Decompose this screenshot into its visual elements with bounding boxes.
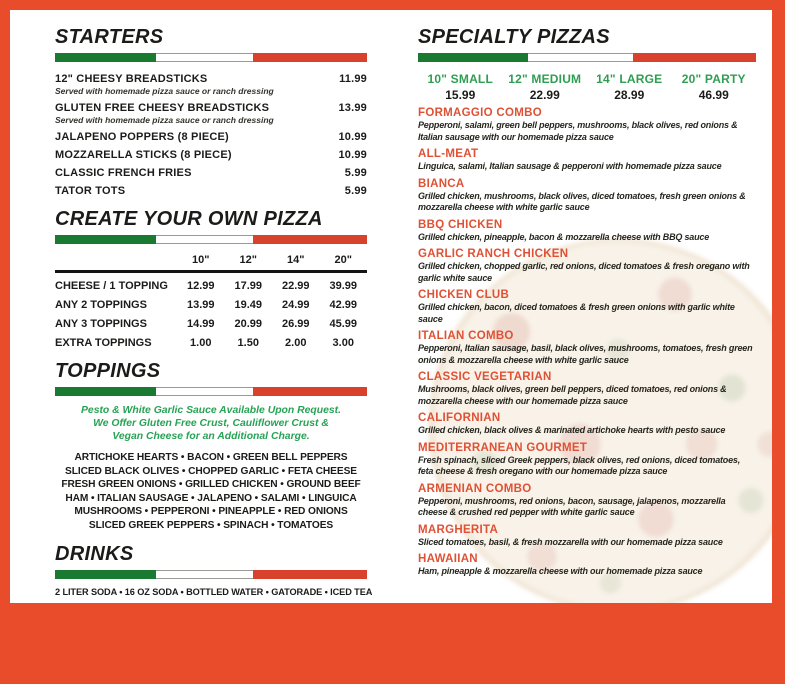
cyo-price-cell: 42.99 (329, 299, 358, 311)
cyo-table-row (55, 318, 367, 330)
flag-white-segment (156, 235, 253, 244)
cyo-price-cell: 19.49 (234, 299, 263, 311)
flag-green-segment (418, 53, 528, 62)
specialty-sizes-row (418, 72, 756, 102)
specialty-pizza-name: CALIFORNIAN (418, 412, 501, 424)
specialty-pizza-description: Grilled chicken, chopped garlic, red onions, diced tomatoes & fresh oregano with garlic white sauce (418, 261, 750, 283)
toppings-title: TOPPINGS (55, 360, 161, 382)
starter-item (55, 131, 367, 143)
cyo-price-cell: 45.99 (329, 318, 358, 330)
flag-red-segment (253, 53, 367, 62)
specialty-pizza-description: Pepperoni, Italian sausage, basil, black olives, mushrooms, tomatoes, fresh green onions & mozzarella cheese with white garlic sauce (418, 343, 753, 365)
specialty-size-label: 10" SMALL (427, 72, 493, 86)
specialty-size-cell (503, 72, 588, 102)
specialty-pizzas-title: SPECIALTY PIZZAS (418, 26, 610, 48)
cyo-price-cell: 1.50 (237, 337, 259, 349)
toppings-note-line: Pesto & White Garlic Sauce Available Upon Request. (80, 405, 342, 416)
starter-item-row (55, 73, 367, 85)
specialty-size-price: 28.99 (614, 88, 645, 102)
specialty-size-label: 14" LARGE (596, 72, 663, 86)
specialty-pizza-name: ALL-MEAT (418, 148, 479, 160)
drinks-section (55, 543, 373, 597)
starter-item-row (55, 149, 367, 161)
starter-price: 11.99 (339, 73, 367, 85)
toppings-note-line: Vegan Cheese for an Additional Charge. (112, 431, 310, 442)
flag-white-segment (156, 387, 253, 396)
specialty-pizza-item (418, 219, 756, 244)
starter-description: Served with homemade pizza sauce or ranch dressing (55, 86, 274, 96)
flag-red-segment (253, 570, 367, 579)
cyo-price-cell: 26.99 (281, 318, 310, 330)
starter-price: 10.99 (338, 131, 367, 143)
cyo-row-label: CHEESE / 1 TOPPING (55, 280, 168, 292)
specialty-pizza-description: Grilled chicken, bacon, diced tomatoes & fresh green onions with garlic white sauce (418, 302, 735, 324)
create-your-own-title: CREATE YOUR OWN PIZZA (55, 208, 323, 230)
toppings-section (55, 360, 367, 532)
specialty-pizza-item (418, 412, 756, 437)
starter-price: 10.99 (338, 149, 367, 161)
specialty-pizza-item (418, 371, 756, 407)
cyo-table-body (55, 280, 367, 349)
starter-name: MOZZARELLA STICKS (8 PIECE) (55, 149, 232, 161)
toppings-list (55, 451, 367, 532)
starter-item-row (55, 102, 367, 114)
flag-red-segment (253, 387, 367, 396)
toppings-note (55, 404, 367, 443)
starter-price: 5.99 (344, 167, 367, 179)
specialty-size-price: 46.99 (698, 88, 729, 102)
specialty-pizza-description: Linguica, salami, Italian sausage & pepperoni with homemade pizza sauce (418, 161, 722, 171)
specialty-size-cell (418, 72, 503, 102)
cyo-price-cell: 2.00 (285, 337, 307, 349)
specialty-pizza-name: MEDITERRANEAN GOURMET (418, 441, 588, 454)
starter-item (55, 73, 367, 96)
cyo-table-row (55, 337, 367, 349)
specialty-pizza-name: FORMAGGIO COMBO (418, 107, 542, 119)
cyo-size-header: 20" (334, 254, 352, 266)
starters-title: STARTERS (55, 26, 164, 48)
specialty-size-price: 15.99 (445, 88, 476, 102)
specialty-pizza-item (418, 289, 756, 325)
starter-name: JALAPENO POPPERS (8 PIECE) (55, 131, 229, 143)
specialty-pizza-item (418, 148, 756, 173)
specialty-size-cell (587, 72, 672, 102)
specialty-pizza-item (418, 330, 756, 366)
toppings-list-line: FRESH GREEN ONIONS • GRILLED CHICKEN • GROUND BEEF (61, 479, 361, 490)
toppings-note-line: We Offer Gluten Free Crust, Cauliflower Crust & (93, 418, 329, 429)
toppings-list-line: ARTICHOKE HEARTS • BACON • GREEN BELL PEPPERS (74, 452, 348, 463)
starter-price: 5.99 (344, 185, 367, 197)
starter-item (55, 102, 367, 125)
cyo-price-cell: 24.99 (281, 299, 310, 311)
starters-section (55, 26, 367, 197)
left-column (55, 26, 373, 597)
specialty-pizza-description: Sliced tomatoes, basil, & fresh mozzarella with our homemade pizza sauce (418, 536, 723, 547)
specialty-pizza-item (418, 178, 756, 214)
cyo-row-label: ANY 2 TOPPINGS (55, 299, 147, 311)
italian-flag-divider (55, 570, 367, 579)
drinks-list: 2 LITER SODA • 16 OZ SODA • BOTTLED WATER • GATORADE • ICED TEA (55, 587, 373, 597)
toppings-list-line: HAM • ITALIAN SAUSAGE • JALAPENO • SALAMI • LINGUICA (65, 492, 357, 504)
flag-green-segment (55, 53, 156, 62)
specialty-pizza-item (418, 524, 756, 549)
starter-name: GLUTEN FREE CHEESY BREADSTICKS (55, 102, 270, 114)
flag-green-segment (55, 235, 156, 244)
flag-green-segment (55, 387, 156, 396)
cyo-table-row (55, 299, 367, 311)
specialty-pizza-description: Grilled chicken, black olives & marinated artichoke hearts with pesto sauce (418, 425, 726, 435)
cyo-price-cell: 3.00 (332, 337, 354, 349)
cyo-table-header (55, 254, 367, 273)
specialty-pizza-item (418, 483, 756, 519)
specialty-size-price: 22.99 (529, 88, 560, 102)
specialty-pizza-description: Mushrooms, black olives, green bell peppers, diced tomatoes, red onions & mozzarella cheese with our homemade pizza sauce (418, 384, 727, 406)
specialty-pizza-name: ITALIAN COMBO (418, 330, 514, 342)
cyo-price-cell: 20.99 (234, 318, 263, 330)
cyo-price-cell: 22.99 (281, 280, 310, 292)
specialty-pizza-name: BIANCA (418, 177, 465, 190)
create-your-own-section (55, 208, 367, 349)
cyo-price-cell: 14.99 (186, 318, 215, 330)
specialty-pizza-name: HAWAIIAN (418, 553, 478, 565)
cyo-price-cell: 13.99 (186, 299, 215, 311)
menu-panel (10, 10, 772, 603)
cyo-size-header: 12" (239, 254, 257, 266)
starter-item (55, 185, 367, 197)
drinks-title: DRINKS (55, 543, 134, 565)
starter-name: TATOR TOTS (55, 185, 126, 197)
specialty-size-cell (672, 72, 757, 102)
italian-flag-divider (418, 53, 756, 62)
specialty-pizza-description: Grilled chicken, pineapple, bacon & mozzarella cheese with BBQ sauce (418, 231, 709, 242)
starter-item-row (55, 131, 367, 143)
specialty-pizza-name: CHICKEN CLUB (418, 289, 510, 301)
cyo-price-cell: 12.99 (186, 280, 215, 292)
specialty-pizzas-list (418, 107, 756, 578)
flag-white-segment (156, 53, 253, 62)
cyo-price-cell: 17.99 (234, 280, 263, 292)
specialty-pizza-item (418, 107, 756, 143)
specialty-pizza-item (418, 248, 756, 284)
specialty-size-label: 20" PARTY (681, 72, 746, 86)
cyo-row-label: ANY 3 TOPPINGS (55, 318, 147, 330)
specialty-pizza-description: Pepperoni, mushrooms, red onions, bacon, sausage, jalapenos, mozzarella cheese & crushed red pepper with white garlic sauce (418, 495, 726, 517)
flag-green-segment (55, 570, 156, 579)
starter-description: Served with homemade pizza sauce or ranch dressing (55, 115, 274, 125)
starters-list (55, 73, 367, 197)
cyo-table-row (55, 280, 367, 292)
right-column (418, 26, 756, 578)
toppings-list-line: MUSHROOMS • PEPPERONI • PINEAPPLE • RED ONIONS (74, 506, 348, 517)
cyo-price-cell: 39.99 (329, 280, 358, 292)
starter-item (55, 149, 367, 161)
starter-item-row (55, 167, 367, 179)
specialty-pizza-description: Grilled chicken, mushrooms, black olives, diced tomatoes, fresh green onions & mozzarella cheese with white garlic sauce (418, 190, 746, 212)
specialty-pizza-description: Ham, pineapple & mozzarella cheese with our homemade pizza sauce (418, 566, 703, 576)
specialty-pizza-name: MARGHERITA (418, 523, 499, 536)
cyo-header-spacer (55, 254, 177, 266)
specialty-pizza-name: CLASSIC VEGETARIAN (418, 371, 552, 383)
specialty-pizza-item (418, 442, 756, 478)
specialty-size-label: 12" MEDIUM (508, 72, 582, 86)
specialty-pizza-description: Fresh spinach, sliced Greek peppers, black olives, red onions, diced tomatoes, feta cheese & fresh oregano with our homemade pizza sauce (418, 454, 741, 476)
starter-name: 12" CHEESY BREADSTICKS (55, 73, 208, 85)
cyo-size-header: 10" (192, 254, 210, 266)
starter-item-row (55, 185, 367, 197)
cyo-price-cell: 1.00 (190, 337, 212, 349)
flag-white-segment (528, 53, 633, 62)
specialty-pizza-name: BBQ CHICKEN (418, 218, 503, 231)
starter-name: CLASSIC FRENCH FRIES (55, 167, 192, 179)
italian-flag-divider (55, 387, 367, 396)
toppings-list-line: SLICED BLACK OLIVES • CHOPPED GARLIC • FETA CHEESE (65, 465, 357, 477)
specialty-pizza-item (418, 553, 756, 578)
specialty-pizza-name: ARMENIAN COMBO (418, 482, 532, 495)
specialty-pizza-description: Pepperoni, salami, green bell peppers, mushrooms, black olives, red onions & Italian sausage with our homemade pizza sauce (418, 120, 738, 142)
starter-price: 13.99 (338, 102, 367, 114)
specialty-pizza-name: GARLIC RANCH CHICKEN (418, 248, 569, 260)
flag-red-segment (633, 53, 756, 62)
cyo-row-label: EXTRA TOPPINGS (55, 337, 152, 349)
italian-flag-divider (55, 53, 367, 62)
flag-white-segment (156, 570, 253, 579)
toppings-list-line: SLICED GREEK PEPPERS • SPINACH • TOMATOES (88, 519, 334, 531)
flag-red-segment (253, 235, 367, 244)
italian-flag-divider (55, 235, 367, 244)
cyo-size-header: 14" (287, 254, 305, 266)
starter-item (55, 167, 367, 179)
